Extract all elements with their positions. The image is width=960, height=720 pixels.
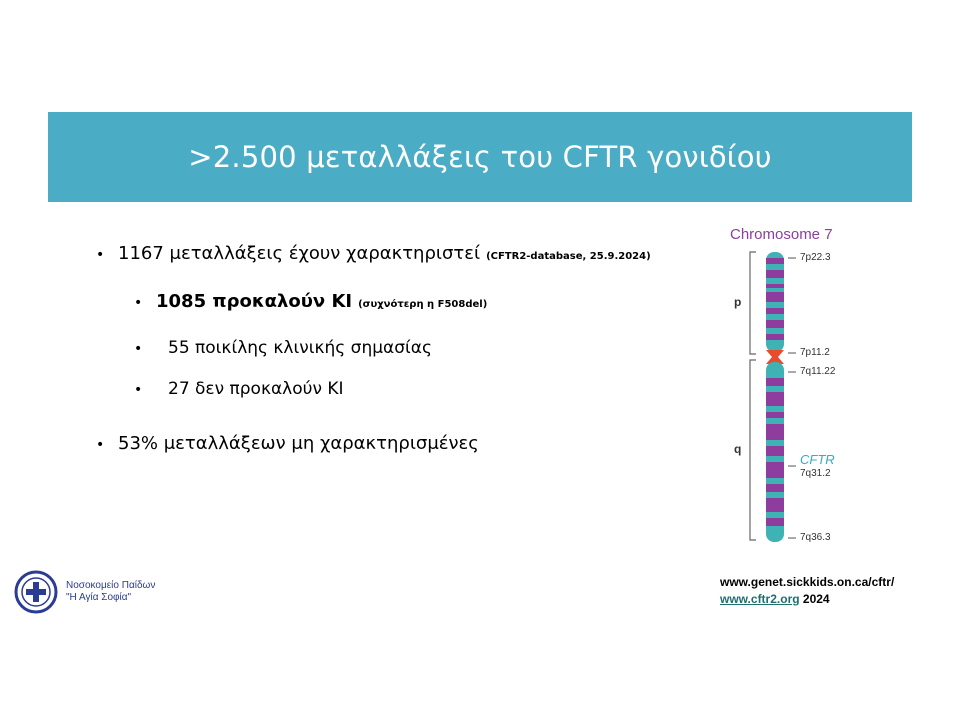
band — [766, 258, 784, 264]
band — [766, 412, 784, 418]
p-arm-label: p — [734, 295, 742, 309]
band — [766, 462, 784, 478]
bullet-text: 55 ποικίλης κλινικής σημασίας — [168, 338, 432, 358]
chromosome-title: Chromosome 7 — [730, 226, 833, 243]
band-label-cftr: 7q31.2 — [800, 468, 831, 479]
band-label-top: 7p22.3 — [800, 252, 831, 263]
bullet-item — [96, 433, 479, 454]
bullet-dot: • — [96, 437, 105, 453]
band — [766, 518, 784, 526]
band — [766, 270, 784, 278]
chromosome-diagram — [720, 222, 860, 552]
bullet-text: 1085 προκαλούν ΚΙ — [156, 291, 353, 312]
bullet-dot: • — [134, 382, 143, 398]
hospital-name — [66, 580, 155, 604]
q-arm-bracket — [750, 360, 756, 540]
band-label-q-cen: 7q11.22 — [800, 366, 836, 377]
band — [766, 334, 784, 340]
q-arm-label: q — [734, 442, 742, 456]
cftr-gene-label: CFTR — [800, 452, 835, 467]
band — [766, 284, 784, 288]
band — [766, 484, 784, 492]
bullet-text: 1167 μεταλλάξεις έχουν χαρακτηριστεί — [118, 243, 481, 264]
bullet-item — [96, 243, 651, 264]
bullet-dot: • — [96, 247, 105, 263]
bullet-dot: • — [134, 341, 143, 357]
references — [720, 574, 894, 608]
bullet-item — [134, 291, 487, 312]
band — [766, 292, 784, 302]
band — [766, 498, 784, 512]
bullet-item — [134, 338, 432, 358]
bullet-item — [134, 379, 344, 399]
band-label-p-cen: 7p11.2 — [800, 347, 830, 358]
ref-year: 2024 — [799, 592, 830, 606]
band — [766, 378, 784, 386]
bullet-text: 27 δεν προκαλούν ΚΙ — [168, 379, 344, 399]
hospital-logo — [14, 570, 155, 614]
hospital-seal-icon — [14, 570, 58, 614]
band — [766, 392, 784, 406]
bullet-dot: • — [134, 295, 143, 311]
bullet-note: (CFTR2-database, 25.9.2024) — [486, 251, 651, 262]
band — [766, 424, 784, 440]
ref-line-1: www.genet.sickkids.on.ca/cftr/ — [720, 575, 895, 589]
band — [766, 308, 784, 314]
p-arm-bracket — [750, 252, 756, 354]
band — [766, 446, 784, 456]
title-bar — [48, 112, 912, 202]
slide-title: >2.500 μεταλλάξεις του CFTR γονιδίου — [188, 140, 772, 174]
band — [766, 320, 784, 328]
cftr2-link[interactable]: www.cftr2.org — [720, 592, 800, 606]
hospital-name-line-1: Νοσοκομείο Παίδων — [66, 580, 156, 591]
centromere — [766, 350, 784, 364]
bullet-text: 53% μεταλλάξεων μη χαρακτηρισμένες — [118, 433, 479, 454]
bullet-note: (συχνότερη η F508del) — [358, 299, 488, 310]
ref-line-2 — [720, 591, 894, 608]
chromosome-figure — [720, 222, 860, 552]
hospital-name-line-2: "Η Αγία Σοφία" — [66, 592, 132, 603]
band-label-bottom: 7q36.3 — [800, 532, 831, 543]
